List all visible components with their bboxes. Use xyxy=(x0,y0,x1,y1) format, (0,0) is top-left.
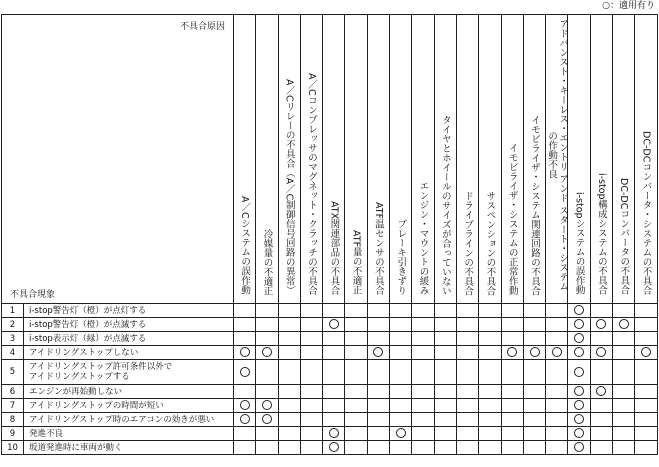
matrix-cell xyxy=(434,304,456,318)
applicable-circle-icon xyxy=(240,367,250,377)
matrix-cell xyxy=(390,399,412,413)
matrix-cell xyxy=(568,332,590,346)
matrix-cell xyxy=(546,385,568,399)
matrix-cell xyxy=(345,413,367,427)
matrix-cell xyxy=(367,413,389,427)
matrix-cell xyxy=(345,332,367,346)
matrix-cell xyxy=(367,304,389,318)
applicable-circle-icon xyxy=(574,442,584,452)
matrix-cell xyxy=(546,346,568,360)
matrix-cell xyxy=(412,360,434,385)
matrix-cell xyxy=(434,332,456,346)
matrix-cell xyxy=(479,318,501,332)
matrix-cell xyxy=(479,385,501,399)
symptom-label: i-stop警告灯（橙）が点滅する xyxy=(24,318,234,332)
matrix-cell xyxy=(323,441,345,455)
applicable-circle-icon xyxy=(574,400,584,410)
matrix-cell xyxy=(456,332,478,346)
matrix-cell xyxy=(345,427,367,441)
cause-label: 冷媒量の不適正 xyxy=(261,228,273,295)
matrix-cell xyxy=(345,304,367,318)
matrix-cell xyxy=(300,346,322,360)
matrix-cell xyxy=(345,360,367,385)
applicable-circle-icon xyxy=(262,400,272,410)
matrix-cell xyxy=(278,441,300,455)
symptom-label: アイドリングストップしない xyxy=(24,346,234,360)
applicable-circle-icon xyxy=(574,414,584,424)
matrix-cell xyxy=(635,441,657,455)
matrix-cell xyxy=(390,304,412,318)
matrix-cell xyxy=(278,385,300,399)
matrix-cell xyxy=(546,318,568,332)
matrix-cell xyxy=(234,441,256,455)
matrix-cell xyxy=(234,427,256,441)
matrix-cell xyxy=(434,441,456,455)
cause-label: ドライブラインの不具合 xyxy=(462,190,474,295)
matrix-cell xyxy=(367,360,389,385)
cause-column-header xyxy=(390,15,412,304)
cause-column-header xyxy=(523,15,545,304)
table-row xyxy=(2,427,658,441)
matrix-cell xyxy=(367,441,389,455)
matrix-cell xyxy=(523,346,545,360)
matrix-cell xyxy=(256,413,278,427)
matrix-cell xyxy=(434,399,456,413)
matrix-cell xyxy=(390,413,412,427)
matrix-cell xyxy=(501,304,523,318)
matrix-cell xyxy=(278,427,300,441)
applicable-circle-icon xyxy=(262,414,272,424)
applicable-circle-icon xyxy=(262,347,272,357)
matrix-cell xyxy=(323,304,345,318)
matrix-cell xyxy=(501,413,523,427)
row-number: 8 xyxy=(2,413,24,427)
matrix-cell xyxy=(568,318,590,332)
matrix-cell xyxy=(256,318,278,332)
cause-label: タイヤとホイールのサイズが合っていない xyxy=(439,114,451,295)
matrix-cell xyxy=(300,332,322,346)
matrix-cell xyxy=(456,360,478,385)
matrix-cell xyxy=(234,304,256,318)
matrix-cell xyxy=(434,318,456,332)
matrix-cell xyxy=(590,385,612,399)
row-number: 6 xyxy=(2,385,24,399)
cause-label: ATF量の不適正 xyxy=(350,230,362,295)
applicable-circle-icon xyxy=(240,347,250,357)
matrix-cell xyxy=(479,360,501,385)
matrix-cell xyxy=(412,413,434,427)
cause-label: A／Cシステムの誤作動 xyxy=(239,196,251,295)
matrix-cell xyxy=(256,399,278,413)
symptom-header: 不具合現象 xyxy=(10,290,56,300)
matrix-cell xyxy=(434,360,456,385)
matrix-cell xyxy=(323,399,345,413)
matrix-cell xyxy=(523,332,545,346)
cause-column-header xyxy=(456,15,478,304)
cause-column-header xyxy=(501,15,523,304)
matrix-cell xyxy=(456,304,478,318)
matrix-cell xyxy=(323,332,345,346)
applicable-circle-icon xyxy=(373,347,383,357)
matrix-cell xyxy=(323,318,345,332)
legend-applicable: ○：適用有り xyxy=(602,1,655,11)
matrix-cell xyxy=(568,399,590,413)
matrix-cell xyxy=(479,399,501,413)
matrix-cell xyxy=(412,346,434,360)
matrix-cell xyxy=(613,318,635,332)
matrix-cell xyxy=(635,332,657,346)
matrix-cell xyxy=(390,385,412,399)
matrix-cell xyxy=(568,385,590,399)
cause-column-header xyxy=(323,15,345,304)
matrix-cell xyxy=(300,360,322,385)
matrix-cell xyxy=(568,427,590,441)
matrix-cell xyxy=(390,318,412,332)
matrix-cell xyxy=(323,385,345,399)
matrix-cell xyxy=(590,360,612,385)
cause-column-header xyxy=(613,15,635,304)
matrix-cell xyxy=(590,304,612,318)
matrix-cell xyxy=(323,360,345,385)
table-row xyxy=(2,346,658,360)
row-number: 1 xyxy=(2,304,24,318)
symptom-label: アイドリングストップ時のエアコンの効きが悪い xyxy=(24,413,234,427)
table-row xyxy=(2,441,658,455)
row-number: 5 xyxy=(2,360,24,385)
cause-column-header xyxy=(590,15,612,304)
matrix-cell xyxy=(590,318,612,332)
applicable-circle-icon xyxy=(552,347,562,357)
matrix-cell xyxy=(635,318,657,332)
matrix-cell xyxy=(323,413,345,427)
symptom-label: 坂道発進時に車両が動く xyxy=(24,441,234,455)
matrix-cell xyxy=(412,427,434,441)
cause-label: アドバンスト・キーレス・エントリ アンド スタート・システムの作動不良 xyxy=(546,18,569,292)
row-number: 4 xyxy=(2,346,24,360)
matrix-cell xyxy=(546,413,568,427)
matrix-cell xyxy=(323,346,345,360)
matrix-cell xyxy=(434,346,456,360)
matrix-cell xyxy=(523,360,545,385)
matrix-cell xyxy=(590,441,612,455)
cause-label: ATX関連部品の不具合 xyxy=(328,200,340,295)
matrix-cell xyxy=(234,399,256,413)
matrix-cell xyxy=(613,427,635,441)
matrix-cell xyxy=(345,346,367,360)
matrix-cell xyxy=(456,346,478,360)
symptom-label: アイドリングストップの時間が短い xyxy=(24,399,234,413)
matrix-cell xyxy=(590,399,612,413)
matrix-cell xyxy=(546,427,568,441)
applicable-circle-icon xyxy=(619,319,629,329)
matrix-cell xyxy=(367,318,389,332)
matrix-cell xyxy=(501,427,523,441)
matrix-cell xyxy=(300,399,322,413)
matrix-cell xyxy=(390,332,412,346)
matrix-cell xyxy=(523,318,545,332)
matrix-cell xyxy=(590,427,612,441)
matrix-cell xyxy=(456,427,478,441)
cause-label: ブレーキ引きずり xyxy=(395,219,407,295)
matrix-cell xyxy=(234,318,256,332)
matrix-cell xyxy=(613,346,635,360)
matrix-cell xyxy=(345,385,367,399)
applicable-circle-icon xyxy=(574,428,584,438)
matrix-cell xyxy=(367,385,389,399)
matrix-cell xyxy=(546,441,568,455)
matrix-cell xyxy=(300,304,322,318)
applicable-circle-icon xyxy=(574,333,584,343)
applicable-circle-icon xyxy=(574,347,584,357)
matrix-cell xyxy=(456,385,478,399)
cause-label: イモビライザ・システム関連回路の不具合 xyxy=(529,114,540,295)
matrix-cell xyxy=(300,427,322,441)
matrix-cell xyxy=(456,413,478,427)
matrix-cell xyxy=(501,441,523,455)
cause-column-header xyxy=(635,15,657,304)
matrix-cell xyxy=(501,332,523,346)
matrix-cell xyxy=(234,360,256,385)
matrix-cell xyxy=(278,346,300,360)
matrix-cell xyxy=(412,385,434,399)
cause-label: i-stop構成システムの不具合 xyxy=(595,173,607,295)
cause-column-header xyxy=(434,15,456,304)
matrix-cell xyxy=(412,441,434,455)
matrix-cell xyxy=(501,318,523,332)
cause-column-header xyxy=(256,15,278,304)
matrix-cell xyxy=(234,346,256,360)
applicable-circle-icon xyxy=(574,305,584,315)
applicable-circle-icon xyxy=(574,386,584,396)
row-number: 2 xyxy=(2,318,24,332)
matrix-cell xyxy=(479,427,501,441)
matrix-cell xyxy=(300,318,322,332)
matrix-cell xyxy=(501,385,523,399)
applicable-circle-icon xyxy=(329,428,339,438)
matrix-cell xyxy=(546,332,568,346)
matrix-cell xyxy=(635,399,657,413)
row-number: 3 xyxy=(2,332,24,346)
applicable-circle-icon xyxy=(574,319,584,329)
matrix-cell xyxy=(635,346,657,360)
matrix-cell xyxy=(613,441,635,455)
matrix-cell xyxy=(345,318,367,332)
matrix-cell xyxy=(256,385,278,399)
matrix-cell xyxy=(434,427,456,441)
cause-label: DC-DCコンバータ・システムの不具合 xyxy=(640,130,652,295)
matrix-cell xyxy=(367,332,389,346)
symptom-label: i-stop表示灯（緑）が点滅する xyxy=(24,332,234,346)
matrix-cell xyxy=(613,304,635,318)
table-row xyxy=(2,304,658,318)
matrix-cell xyxy=(256,346,278,360)
matrix-body xyxy=(2,304,658,455)
matrix-cell xyxy=(523,427,545,441)
cause-label: DC-DCコンバータの不具合 xyxy=(618,178,630,295)
cause-label: A／Cリレーの不具合（A／C制御信号回路の異常） xyxy=(283,78,295,295)
symptom-label: i-stop警告灯（橙）が点灯する xyxy=(24,304,234,318)
matrix-cell xyxy=(635,304,657,318)
matrix-cell xyxy=(345,441,367,455)
matrix-cell xyxy=(390,346,412,360)
matrix-cell xyxy=(523,399,545,413)
table-row xyxy=(2,385,658,399)
matrix-cell xyxy=(523,413,545,427)
cause-column-header xyxy=(367,15,389,304)
cause-column-header xyxy=(345,15,367,304)
matrix-cell xyxy=(546,304,568,318)
table-row xyxy=(2,413,658,427)
corner-cell xyxy=(2,15,234,304)
matrix-cell xyxy=(613,332,635,346)
cause-column-header xyxy=(479,15,501,304)
table-row xyxy=(2,318,658,332)
matrix-cell xyxy=(434,385,456,399)
symptom-label: エンジンが再始動しない xyxy=(24,385,234,399)
symptom-label: アイドリングストップ許可条件以外で アイドリングストップする xyxy=(24,360,234,385)
applicable-circle-icon xyxy=(329,319,339,329)
header-row xyxy=(2,15,658,304)
matrix-cell xyxy=(546,399,568,413)
cause-column-header xyxy=(234,15,256,304)
matrix-cell xyxy=(479,441,501,455)
applicable-circle-icon xyxy=(396,428,406,438)
matrix-cell xyxy=(613,399,635,413)
matrix-cell xyxy=(412,304,434,318)
applicable-circle-icon xyxy=(596,347,606,357)
matrix-cell xyxy=(278,304,300,318)
cause-label: サスペンションの不具合 xyxy=(484,190,496,295)
matrix-cell xyxy=(390,441,412,455)
matrix-cell xyxy=(479,304,501,318)
matrix-cell xyxy=(501,346,523,360)
matrix-cell xyxy=(635,385,657,399)
matrix-cell xyxy=(479,346,501,360)
matrix-cell xyxy=(367,427,389,441)
applicable-circle-icon xyxy=(240,400,250,410)
matrix-cell xyxy=(590,413,612,427)
matrix-cell xyxy=(523,304,545,318)
matrix-cell xyxy=(300,441,322,455)
matrix-cell xyxy=(635,413,657,427)
matrix-cell xyxy=(278,399,300,413)
cause-column-header xyxy=(412,15,434,304)
matrix-cell xyxy=(278,318,300,332)
symptom-label: 発進不良 xyxy=(24,427,234,441)
row-number: 7 xyxy=(2,399,24,413)
matrix-cell xyxy=(390,360,412,385)
matrix-cell xyxy=(234,332,256,346)
table-row xyxy=(2,360,658,385)
matrix-cell xyxy=(523,441,545,455)
matrix-cell xyxy=(412,318,434,332)
table-row xyxy=(2,332,658,346)
matrix-cell xyxy=(300,413,322,427)
matrix-cell xyxy=(613,413,635,427)
table-row xyxy=(2,399,658,413)
matrix-cell xyxy=(256,304,278,318)
matrix-cell xyxy=(256,360,278,385)
matrix-cell xyxy=(546,360,568,385)
matrix-cell xyxy=(278,413,300,427)
matrix-cell xyxy=(434,413,456,427)
cause-label: i-stopシステムの誤作動 xyxy=(573,192,585,295)
matrix-cell xyxy=(323,427,345,441)
matrix-cell xyxy=(412,399,434,413)
cause-column-header xyxy=(568,15,590,304)
matrix-cell xyxy=(256,427,278,441)
applicable-circle-icon xyxy=(574,367,584,377)
matrix-cell xyxy=(568,413,590,427)
matrix-cell xyxy=(635,360,657,385)
cause-label: イモビライザ・システムの正常作動 xyxy=(506,143,518,295)
matrix-cell xyxy=(256,441,278,455)
matrix-cell xyxy=(613,385,635,399)
matrix-cell xyxy=(479,413,501,427)
matrix-cell xyxy=(234,413,256,427)
matrix-cell xyxy=(479,332,501,346)
matrix-cell xyxy=(345,399,367,413)
row-number: 10 xyxy=(2,441,24,455)
matrix-cell xyxy=(523,385,545,399)
matrix-cell xyxy=(568,441,590,455)
matrix-cell xyxy=(501,399,523,413)
matrix-cell xyxy=(590,346,612,360)
cause-column-header xyxy=(300,15,322,304)
matrix-cell xyxy=(278,360,300,385)
matrix-cell xyxy=(613,360,635,385)
cause-header: 不具合原因 xyxy=(179,22,225,32)
applicable-circle-icon xyxy=(530,347,540,357)
cause-column-header xyxy=(546,15,568,304)
matrix-cell xyxy=(412,332,434,346)
applicable-circle-icon xyxy=(240,414,250,424)
applicable-circle-icon xyxy=(596,319,606,329)
applicable-circle-icon xyxy=(507,347,517,357)
applicable-circle-icon xyxy=(596,386,606,396)
matrix-cell xyxy=(256,332,278,346)
cause-label: エンジン・マウントの緩み xyxy=(417,181,429,295)
matrix-cell xyxy=(278,332,300,346)
matrix-cell xyxy=(367,399,389,413)
matrix-cell xyxy=(456,318,478,332)
matrix-cell xyxy=(590,332,612,346)
matrix-cell xyxy=(568,360,590,385)
cause-label: ATF温センサの不具合 xyxy=(372,201,384,295)
cause-symptom-matrix xyxy=(1,14,658,455)
applicable-circle-icon xyxy=(641,347,651,357)
matrix-cell xyxy=(390,427,412,441)
matrix-cell xyxy=(568,346,590,360)
applicable-circle-icon xyxy=(329,442,339,452)
matrix-cell xyxy=(635,427,657,441)
matrix-cell xyxy=(456,399,478,413)
cause-label: A／Cコンプレッサのマグネット・クラッチの不具合 xyxy=(306,72,318,295)
matrix-cell xyxy=(234,385,256,399)
row-number: 9 xyxy=(2,427,24,441)
matrix-cell xyxy=(501,360,523,385)
cause-column-header xyxy=(278,15,300,304)
matrix-cell xyxy=(456,441,478,455)
matrix-cell xyxy=(367,346,389,360)
matrix-cell xyxy=(568,304,590,318)
matrix-cell xyxy=(300,385,322,399)
